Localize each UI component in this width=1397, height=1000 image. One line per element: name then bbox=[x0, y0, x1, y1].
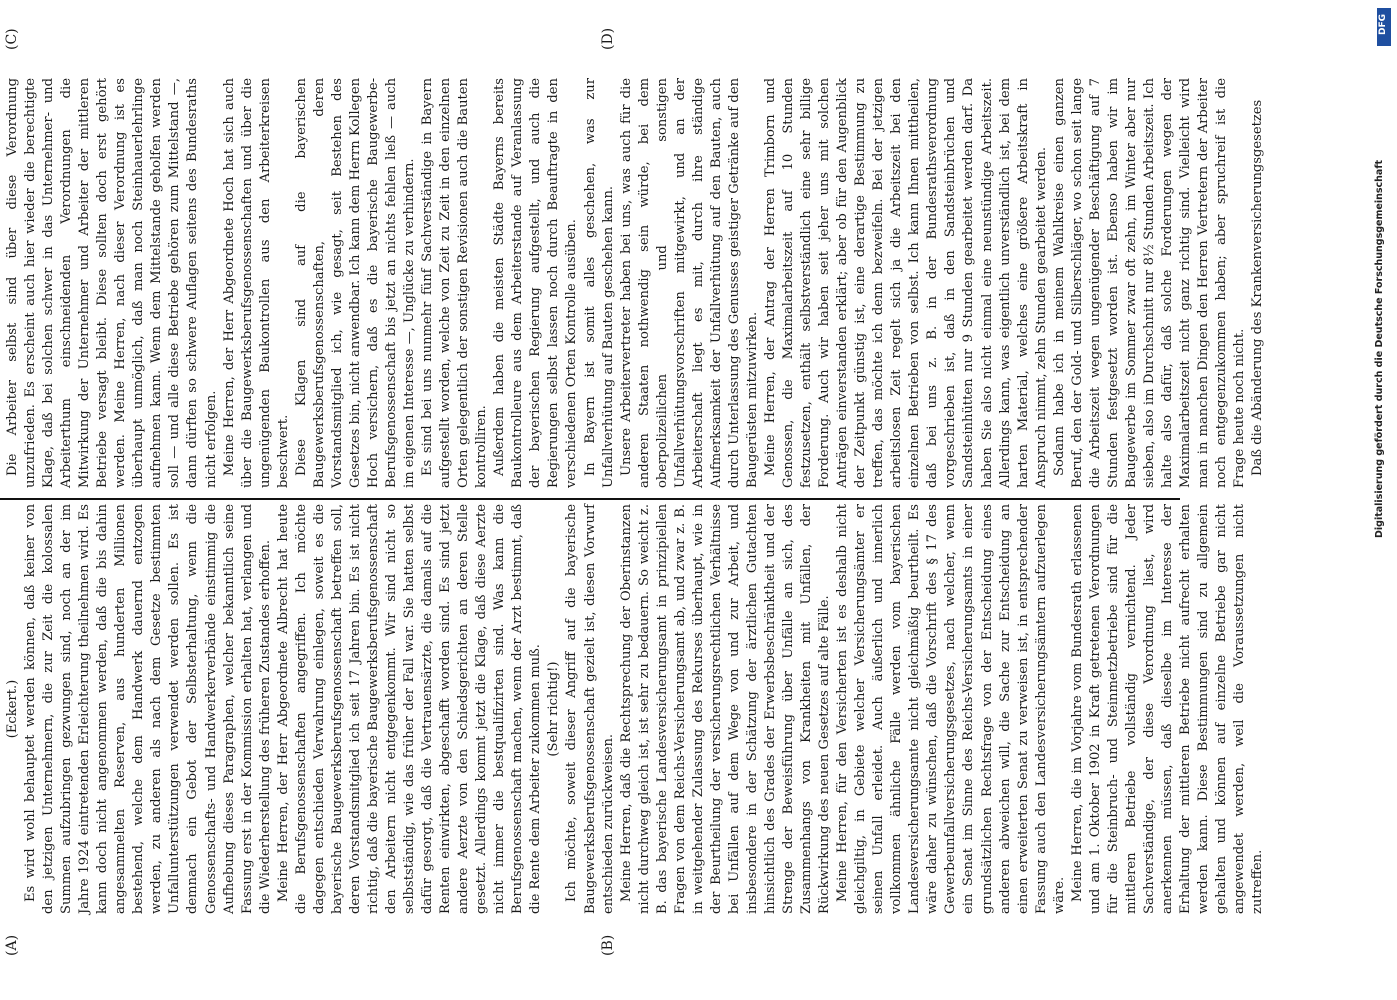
paragraph: Meine Herren, die im Vorjahre vom Bundesrath erlassenen und am 1. Oktober 1902 in Kraft getretenen Verordnungen für die Steinbruch- und Steinmetzbetriebe sind für die mittleren Betriebe vollständig vernichtend. Jeder Sachverständige, der diese Verordnung liest, wird anerkennen müssen, daß dieselbe im Interesse der Erhaltung der mittleren Betriebe nicht aufrecht erhalten werden kann. Diese Bestimmungen sind zu allgemein gehalten und können auf einzelne Betriebe gar nicht angewendet werden, weil die Voraussetzungen nicht zutreffen. bbox=[1069, 504, 1266, 914]
left-column bbox=[4, 504, 1266, 914]
margin-marker-d: (D) bbox=[600, 27, 616, 50]
paragraph: Meine Herren, für den Versicherten ist es deshalb nicht gleichgiltig, in Gebiete welcher Versicherungsämter er seinen Unfall erleidet. Auch äußerlich und innerlich vollkommen ähnliche Fälle werden vom bayerischen Landesversicherungsamte nicht gleichmäßig beurtheilt. Es wäre daher zu wünschen, daß die Vorschrift des § 17 des Gewerbeunfallversicherungsgesetzes, nach welcher, wenn ein Senat im Sinne des Reichs-Versicherungsamts in einer grundsätzlichen Rechtsfrage von der Entscheidung eines anderen abweichen will, die Sache zur Entscheidung an einen erweiterten Senat zu verweisen ist, in entsprechender Fassung auch den Landesversicherungsämtern aufzuerlegen wäre. bbox=[835, 504, 1067, 914]
right-column bbox=[4, 78, 1266, 488]
paragraph: Es sind bei uns nunmehr fünf Sachverständige in Bayern aufgestellt worden, welche von Zeit zu Zeit in den einzelnen Orten gelegentlich der sonstigen Revisionen auch die Bauten kontrolliren. bbox=[420, 78, 490, 488]
paragraph: Die Arbeiter selbst sind über diese Verordnung unzufrieden. Es erscheint auch hier wieder die berechtigte Klage, daß bei solchen schwer in das Unternehmer- und Arbeiterthum einschneidenden Verordnungen die Mitwirkung der Unternehmer und Arbeiter der mittleren Betriebe versagt bleibt. Diese sollten doch erst gehört werden. Meine Herren, nach dieser Verordnung ist es überhaupt unmöglich, daß man noch Steinhauerlehrlinge aufnehmen kann. Wenn dem Mittelstande geholfen werden soll — und alle diese Betriebe gehören zum Mittelstand —, dann dürften so schwere Auflagen seitens des Bundesraths nicht erfolgen. bbox=[5, 78, 219, 488]
digitization-footer bbox=[1371, 0, 1397, 1000]
paragraph: Ich möchte, soweit dieser Angriff auf die bayerische Baugewerksberufsgenossenschaft gezielt ist, diesen Vorwurf entschieden zurückweisen. bbox=[564, 504, 616, 914]
paragraph: In Bayern ist somit alles geschehen, was zur Unfallverhütung auf Bauten geschehen kann. bbox=[582, 78, 616, 488]
speaker-name: (Eckert.) bbox=[5, 679, 20, 739]
paragraph: Diese Klagen sind auf die bayerischen Baugewerksberufsgenossenschaften, deren Vorstandsmitglied ich, wie gesagt, seit Bestehen des Gesetzes bin, nicht anwendbar. Ich kann dem Herrn Kollegen Hoch versichern, daß es die bayerische Baugewerbe-Berufsgenossenschaft bis jetzt an nichts fehlen ließ — auch im eigenen Interesse —, Unglücke zu verhindern. bbox=[293, 78, 418, 488]
margin-marker-c: (C) bbox=[4, 28, 20, 50]
paragraph: Sodann habe ich in meinem Wahlkreise einen ganzen Beruf, den der Gold- und Silberschläger, wo schon seit lange die Arbeitszeit wegen ungenügender Beschäftigung auf 7 Stunden festgesetzt worden ist. Ebenso haben wir im Baugewerbe im Sommer zwar oft zehn, im Winter aber nur sieben, also im Durchschnitt nur 8½ Stunden Arbeitszeit. Ich halte also dafür, daß solche Forderungen wegen der Maximalarbeitszeit nicht ganz richtig sind. Vielleicht wird man in manchen Dingen den Herren Vertretern der Arbeiter noch entgegenzukommen haben; aber spruchreif ist die Frage heute noch nicht. bbox=[1051, 78, 1248, 488]
paragraph: Meine Herren, der Antrag der Herren Trimborn und Genossen, die Maximalarbeitszeit auf 10 Stunden festzusetzen, enthält selbstverständlich eine sehr billige Forderung. Auch wir haben seit jeher uns mit solchen Anträgen einverstanden erklärt; aber ob für den Augenblick der Zeitpunkt günstig ist, eine derartige Bestimmung zu treffen, das möchte ich denn bezweifeln. Bei der jetzigen arbeitslosen Zeit regelt sich ja die Arbeitszeit bei den einzelnen Betrieben von selbst. Ich kann Ihnen mittheilen, daß bei uns z. B. in der Bundesrathsverordnung vorgeschrieben ist, daß in den Sandsteinbrüchen und Sandsteinhütten nur 9 Stunden gearbeitet werden darf. Da haben Sie also nicht einmal eine neunstündige Arbeitszeit. Allerdings kann, was eigentlich unverständlich ist, bei dem harten Material, welches eine größere Arbeitskraft in Anspruch nimmt, zehn Stunden gearbeitet werden. bbox=[762, 78, 1049, 488]
interjection: (Sehr richtig!) bbox=[546, 661, 562, 757]
margin-marker-b: (B) bbox=[600, 934, 616, 956]
paragraph: Meine Herren, der Herr Abgeordnete Albrecht hat heute die Berufsgenossenschaften angegriffen. Ich möchte dagegen entschieden Verwahrung einlegen, soweit es die bayerische Baugewerksberufsgenossenschaft betreffen soll, deren Vorstandsmitglied ich seit 17 Jahren bin. Es ist nicht richtig, daß die bayerische Baugewerksberufsgenossenschaft den Arbeitern nicht entgegenkommt. Wir sind nicht so selbstständig, wie das früher der Fall war. Sie hatten selbst dafür gesorgt, daß die Vertrauensärzte, die damals auf die Renten einwirkten, abgeschafft worden sind. Es sind jetzt andere Aerzte von den Schiedsgerichten an deren Stelle gesetzt. Allerdings kommt jetzt die Klage, daß diese Aerzte nicht immer die bestqualifizirten sind. Was kann die Berufsgenossenschaft machen, wenn der Arzt bestimmt, daß die Rente dem Arbeiter zukommen muß. bbox=[275, 504, 544, 914]
paragraph: Außerdem haben die meisten Städte Bayerns bereits Baukontrolleure aus dem Arbeiterstande auf Veranlassung der bayerischen Regierung aufgestellt, und auch die Regierungen selbst lassen noch durch Beauftragte in den verschiedenen Orten Kontrolle ausüben. bbox=[492, 78, 580, 488]
paragraph: Daß die Abänderung des Krankenversicherungsgesetzes bbox=[1250, 99, 1266, 476]
paragraph: Meine Herren, daß die Rechtsprechung der Oberinstanzen nicht durchweg gleich ist, ist sehr zu bedauern. So weicht z. B. das bayerische Landesversicherungsamt in prinzipiellen Fragen von dem Reichs-Versicherungsamt ab, und zwar z. B. in weitgehender Zulassung des Rekurses überhaupt, wie in der Beurtheilung der versicherungsrechtlichen Verhältnisse bei Unfällen auf dem Wege von und zur Arbeit, und insbesondere in der Schätzung der ärztlichen Gutachten hinsichtlich des Grades der Erwerbsbeschränktheit und der Strenge der Beweisführung über Unfälle an sich, des Zusammenhangs von Krankheiten mit Unfällen, der Rückwirkung des neuen Gesetzes auf alte Fälle. bbox=[618, 504, 833, 914]
paragraph: Meine Herren, der Herr Abgeordnete Hoch hat sich auch über die Baugewerksberufsgenossenschaften und über die ungenügenden Baukontrollen aus den Arbeiterkreisen beschwert. bbox=[221, 78, 291, 488]
paragraph: Es wird wohl behauptet werden können, daß keiner von den jetzigen Unternehmern, die zur Zeit die kolossalen Summen aufzubringen gezwungen sind, noch an der im Jahre 1924 eintretenden Erleichterung theilnehmen wird. Es kann doch nicht angenommen werden, daß die bis dahin angesammelten Reserven, aus hunderten Millionen bestehend, welche dem Handwerk dauernd entzogen werden, zu anderen als nach dem Gesetze bestimmten Unfallunterstützungen verwendet werden sollen. Es ist demnach ein Gebot der Selbsterhaltung, wenn die Genossenschafts- und Handwerkerverbände einstimmig die Aufhebung dieses Paragraphen, welcher bekanntlich seine Fassung erst in der Kommission erhalten hat, verlangen und die Wiederherstellung des früheren Zustandes erhoffen. bbox=[23, 504, 273, 914]
dfg-logo bbox=[1377, 8, 1391, 46]
margin-marker-a: (A) bbox=[4, 934, 20, 956]
dfg-logo-text: DFG bbox=[1378, 14, 1388, 36]
paragraph: Unsere Arbeitervertreter haben bei uns, was auch für die anderen Staaten nothwendig sein würde, bei dem oberpolizeilichen und sonstigen Unfallverhütungsvorschriften mitgewirkt, und an der Arbeiterschaft liegt es mit, durch ihre ständige Aufmerksamkeit der Unfallverhütung auf den Bauten, auch durch Unterlassung des Genusses geistiger Getränke auf den Baugerüsten mitzuwirken. bbox=[618, 78, 760, 488]
funding-credit: Digitalisierung gefördert durch die Deutsche Forschungsgemeinschaft bbox=[1374, 160, 1385, 538]
column-divider bbox=[0, 498, 1180, 500]
